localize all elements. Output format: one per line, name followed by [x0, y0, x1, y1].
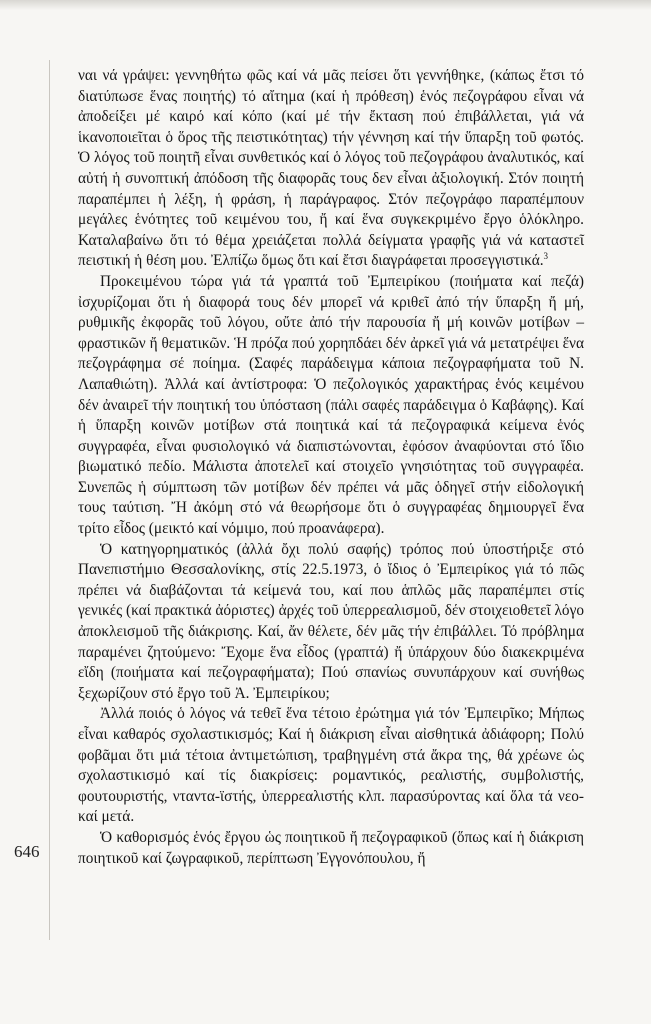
paragraph-text: ναι νά γράψει: γεννηθήτω φῶς καί νά μᾶς πείσει ὅτι γεννήθηκε, (κάπως ἔτσι τό διατύπωσε ἕνας ποιητής) τό αἴτημα (καί ἡ πρόθεση) ἑνός πεζογράφου εἶναι νά ἀποδείξει μέ καιρό καί κόπο (καί μέ τήν ἔκταση πού ἐπιβάλλεται, γιά νά ἱκανοποιεῖται ὁ ὅρος τῆς πειστικότητας) τήν γέννηση καί τήν ὕπαρξη τοῦ φωτός. Ὁ λόγος τοῦ ποιητῆ εἶναι συνθετικός καί ὁ λόγος τοῦ πεζογράφου ἀναλυτικός, καί αὐτή ἡ συνοπτική ἀπόδοση τῆς διαφορᾶς τους δεν εἶναι ἀξιολογική. Στόν ποιητή παραπέμπει ἡ λέξη, ἡ φράση, ἡ παράγραφος. Στόν πεζογράφο παραπέμπουν μεγάλες ἑνότητες τοῦ κειμένου του, ἤ καί ἕνα συγκεκριμένο ἔργο ὁλόκληρο. Καταλαβαίνω ὅτι τό θέμα χρειάζεται πολλά δείγματα γραφῆς γιά νά καταστεῖ πειστική ἡ θέση μου. Ἐλπίζω ὅμως ὅτι καί ἔτσι διαγράφεται προσεγγιστικά.	[78, 67, 584, 270]
paragraph-text: Ἀλλά ποιός ὁ λόγος νά τεθεῖ ἕνα τέτοιο ἐρώτημα γιά τόν Ἐμπειρῖκο; Μήπως εἶναι καθαρός σχολαστικισμός; Καί ἡ διάκριση εἶναι αἰσθητικά ἀδιάφορη; Πολύ φοβᾶμαι ὅτι μιά τέτοια ἀντιμετώπιση, τραβηγμένη στά ἄκρα της, θά χρέωνε ὡς σχολαστικισμό καί τίς διακρίσεις: ρομαντικός, ρεαλιστής, συμβολιστής, φουτουριστής, νταντα-ϊστής, ὑπερρεαλιστής κλπ. παρασύροντας καί ὅλα τά νεο-καί μετά.	[78, 705, 584, 826]
paragraph-text: Ὁ κατηγορηματικός (ἀλλά ὄχι πολύ σαφής) τρόπος πού ὑποστήριξε στό Πανεπιστήμιο Θεσσαλονίκης, στίς 22.5.1973, ὁ ἴδιος ὁ Ἐμπειρίκος γιά τό πῶς πρέπει νά διαβάζονται τά κείμενά του, καί που ἁπλῶς μᾶς παραπέμπει στίς γενικές (καί πρακτικά ἀόριστες) ἀρχές τοῦ ὑπερρεαλισμοῦ, δέν στοιχειοθετεῖ λόγο ἀποκλεισμοῦ τῆς διάκρισης. Καί, ἄν θέλετε, δέν μᾶς τήν ἐπιβάλλει. Τό πρόβλημα παραμένει ζητούμενο: Ἔχομε ἕνα εἶδος (γραπτά) ἤ ὑπάρχουν δύο διακεκριμένα εἴδη (ποιήματα καί πεζογραφήματα); Πού σπανίως συνυπάρχουν καί συνήθως ξεχωρίζουν στό ἔργο τοῦ Ἀ. Ἐμπειρίκου;	[78, 540, 584, 702]
paragraph-4	[78, 704, 584, 828]
margin-rule	[49, 60, 50, 940]
paragraph-text: Προκειμένου τώρα γιά τά γραπτά τοῦ Ἐμπειρίκου (ποιήματα καί πεζά) ἰσχυρίζομαι ὅτι ἡ διαφορά τους δέν μπορεῖ νά κριθεῖ ἀπό τήν ὕπαρξη ἤ μή, ρυθμικῆς ἐκφορᾶς τοῦ λόγου, οὔτε ἀπό τήν παρουσία ἤ μή κοινῶν μοτίβων – φραστικῶν ἤ θεματικῶν. Ἡ πρόζα πού χορηπδάει δέν ἀρκεῖ γιά νά μετατρέψει ἕνα πεζογράφημα σέ ποίημα. (Σαφές παράδειγμα κάποια πεζογραφήματα τοῦ Ν. Λαπαθιώτη). Ἀλλά καί ἀντίστροφα: Ὁ πεζολογικός χαρακτήρας ἑνός κειμένου δέν ἀναιρεῖ τήν ποιητική του ὑπόσταση (πάλι σαφές παράδειγμα ὁ Καβάφης). Καί ἡ ὕπαρξη κοινῶν μοτίβων στά ποιητικά καί τά πεζογραφικά κείμενα ἑνός συγγραφέα, εἶναι φυσιολογικό νά διαπιστώνονται, ἐφόσον ἀναφύονται στό ἴδιο βιωματικό πεδίο. Μάλιστα ἀποτελεῖ καί στοιχεῖο γνησιότητας τοῦ συγγραφέα. Συνεπῶς ἡ σύμπτωση τῶν μοτίβων δέν πρέπει νά μᾶς ὁδηγεῖ στήν εἰδολογική τους ταύτιση. Ἤ ἀκόμη στό νά θεωρήσομε ὅτι ὁ συγγραφέας δημιουργεῖ ἕνα τρίτο εἶδος (μεικτό καί νόμιμο, πού προανάφερα).	[78, 272, 584, 538]
page-number: 646	[14, 842, 40, 861]
body-text	[78, 66, 584, 869]
footnote-reference[interactable]: 3	[543, 251, 549, 262]
scan-top-edge	[0, 0, 651, 10]
paragraph-text: Ὁ καθορισμός ἑνός ἔργου ὡς ποιητικοῦ ἤ πεζογραφικοῦ (ὅπως καί ἡ διάκριση ποιητικοῦ καί ζωγραφικοῦ, περίπτωση Ἐγγονόπουλου, ἤ	[78, 828, 584, 867]
paragraph-1	[78, 66, 584, 272]
paragraph-2	[78, 272, 584, 540]
paragraph-5	[78, 828, 584, 869]
paragraph-3	[78, 540, 584, 705]
